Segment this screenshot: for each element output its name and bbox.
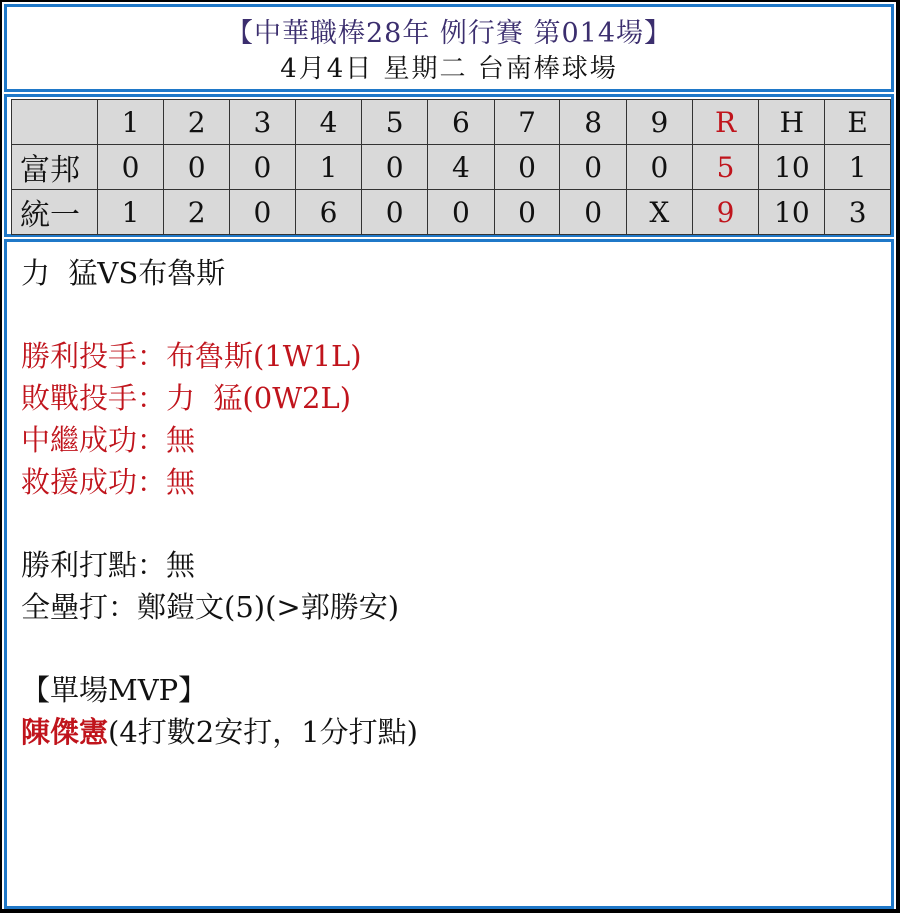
runs-total: 5 xyxy=(692,145,759,190)
inning-score: 0 xyxy=(97,145,164,190)
inning-score: 0 xyxy=(428,190,495,235)
inning-score: 0 xyxy=(627,145,693,190)
errors-total: 1 xyxy=(825,145,891,190)
hits-total: 10 xyxy=(759,145,825,190)
inning-score: 0 xyxy=(230,145,296,190)
winning-pitcher: 勝利投手：布魯斯(1W1L) xyxy=(21,339,362,373)
runs-total: 9 xyxy=(692,190,759,235)
mvp-line xyxy=(21,711,877,753)
pitching-matchup: 力 猛VS布魯斯 xyxy=(21,256,226,290)
spacer xyxy=(21,294,877,335)
spacer xyxy=(21,628,877,669)
inning-score: 1 xyxy=(295,145,362,190)
mvp-player-name: 陳傑憲 xyxy=(21,715,109,749)
inning-score: 0 xyxy=(230,190,296,235)
errors-total: 3 xyxy=(825,190,891,235)
game-notes xyxy=(4,239,894,909)
inning-score: 0 xyxy=(164,145,230,190)
inning-3-header: 3 xyxy=(230,100,296,145)
hits-header: H xyxy=(759,100,825,145)
header-cell xyxy=(12,100,98,145)
game-title: 【中華職棒28年 例行賽 第014場】 xyxy=(225,18,673,49)
inning-6-header: 6 xyxy=(428,100,495,145)
inning-score: 0 xyxy=(494,190,560,235)
errors-header: E xyxy=(825,100,891,145)
inning-score: 6 xyxy=(295,190,362,235)
inning-score: 0 xyxy=(362,190,428,235)
inning-score: 0 xyxy=(560,145,627,190)
hold-record: 中繼成功：無 xyxy=(21,423,196,457)
inning-7-header: 7 xyxy=(494,100,560,145)
inning-4-header: 4 xyxy=(295,100,362,145)
inning-score: 1 xyxy=(97,190,164,235)
inning-2-header: 2 xyxy=(164,100,230,145)
mvp-stats: (4打數2安打，1分打點) xyxy=(108,715,418,749)
hits-total: 10 xyxy=(759,190,825,235)
spacer xyxy=(21,503,877,544)
inning-score: 0 xyxy=(362,145,428,190)
game-date-venue: 4月4日 星期二 台南棒球場 xyxy=(280,54,618,84)
team-name: 統一 xyxy=(12,190,98,235)
game-summary-card xyxy=(2,2,896,909)
inning-score: 2 xyxy=(164,190,230,235)
game-header xyxy=(4,4,894,92)
team-name: 富邦 xyxy=(12,145,98,190)
runs-header: R xyxy=(692,100,759,145)
home-runs: 全壘打：鄭鎧文(5)(>郭勝安) xyxy=(21,590,400,624)
inning-score: 0 xyxy=(494,145,560,190)
inning-1-header: 1 xyxy=(97,100,164,145)
losing-pitcher: 敗戰投手：力 猛(0W2L) xyxy=(21,381,352,415)
linescore-table xyxy=(11,99,891,235)
inning-5-header: 5 xyxy=(362,100,428,145)
save-record: 救援成功：無 xyxy=(21,465,196,499)
inning-score: 4 xyxy=(428,145,495,190)
mvp-heading: 【單場MVP】 xyxy=(21,673,208,707)
inning-score: 0 xyxy=(560,190,627,235)
linescore-row-away xyxy=(12,145,891,190)
linescore-row-home xyxy=(12,190,891,235)
inning-9-header: 9 xyxy=(627,100,693,145)
inning-score: X xyxy=(627,190,693,235)
scoreboard xyxy=(4,94,894,237)
linescore-header-row xyxy=(12,100,891,145)
inning-8-header: 8 xyxy=(560,100,627,145)
winning-rbi: 勝利打點：無 xyxy=(21,548,196,582)
